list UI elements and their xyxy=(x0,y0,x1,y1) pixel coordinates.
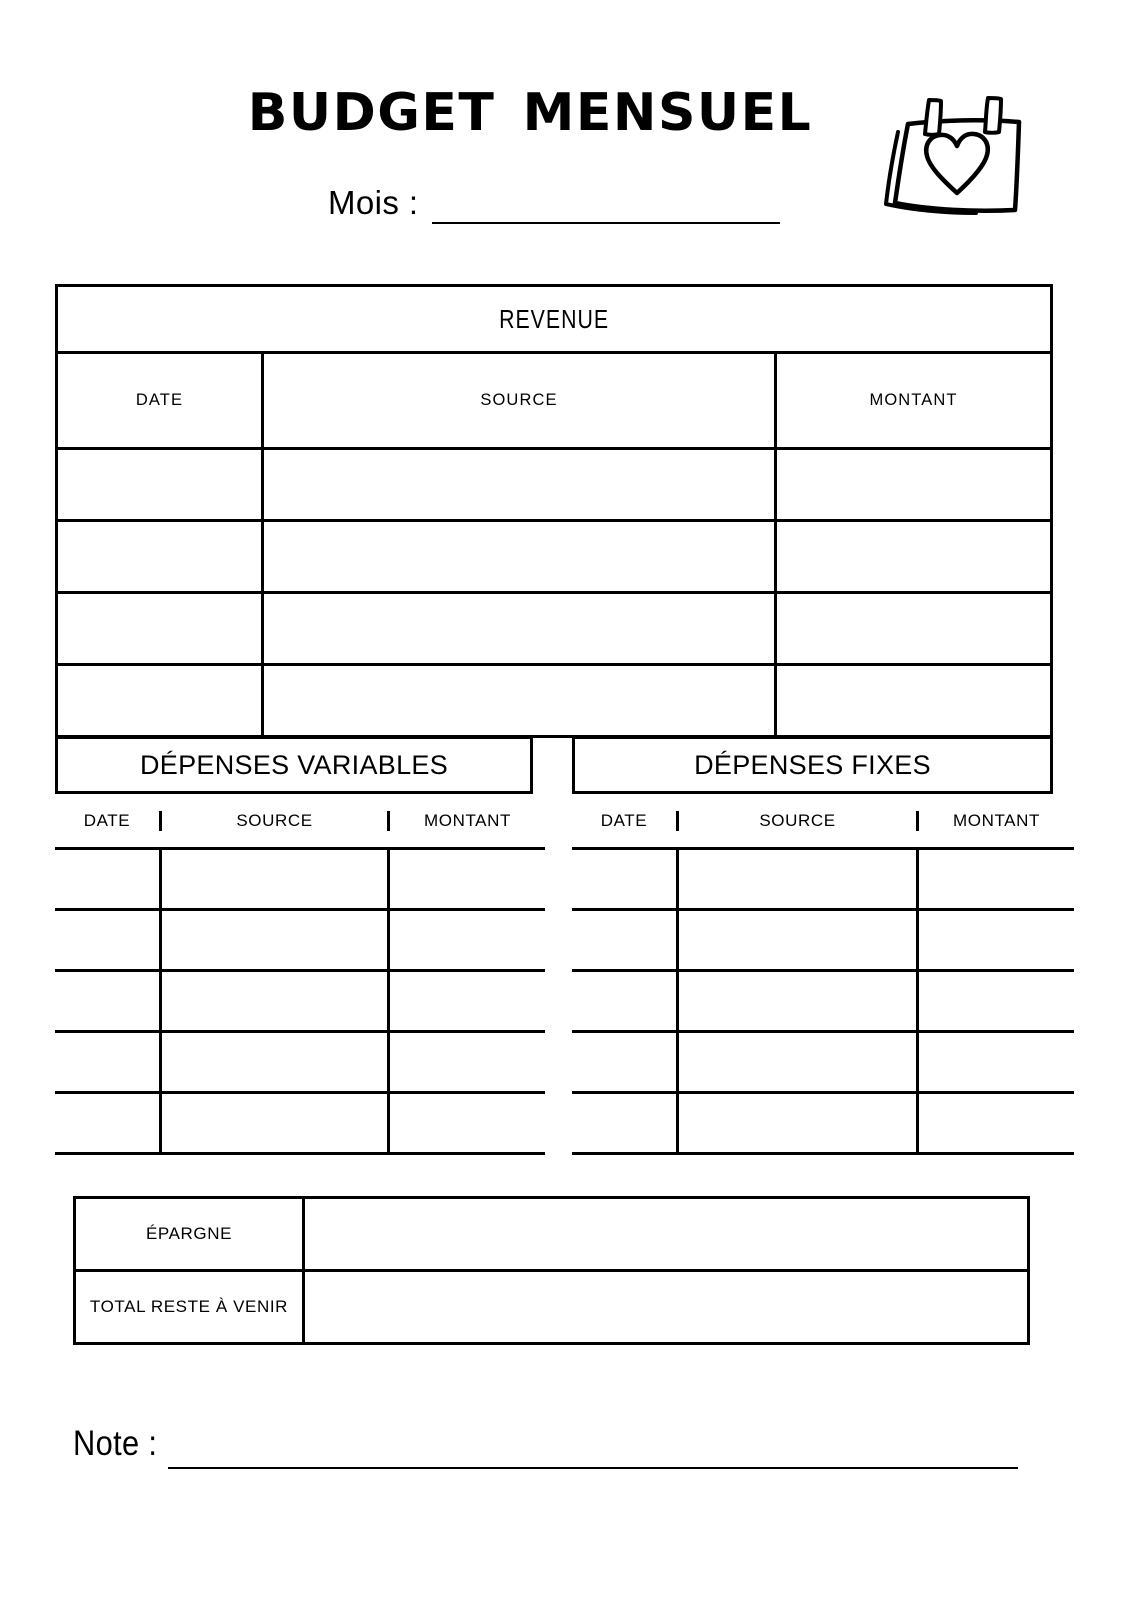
variable-cell-montant[interactable] xyxy=(390,911,545,969)
variable-cell-date[interactable] xyxy=(55,850,159,908)
table-row[interactable] xyxy=(58,594,1050,666)
fixed-col-source-label: SOURCE xyxy=(676,811,919,831)
revenue-cell-date[interactable] xyxy=(58,594,264,663)
epargne-value[interactable] xyxy=(305,1199,1027,1269)
fixed-col-date-label: DATE xyxy=(600,810,648,830)
note-label-text: Note : xyxy=(73,1424,158,1463)
fixed-cell-date[interactable] xyxy=(572,972,676,1030)
table-row[interactable] xyxy=(58,666,1050,735)
fixed-cell-source[interactable] xyxy=(676,1094,919,1152)
fixed-cell-date[interactable] xyxy=(572,1033,676,1091)
revenue-col-montant-label: MONTANT xyxy=(869,391,958,409)
revenue-cell-montant[interactable] xyxy=(777,450,1050,519)
variable-cell-montant[interactable] xyxy=(390,850,545,908)
fixed-cell-montant[interactable] xyxy=(919,1094,1074,1152)
fixed-cell-montant[interactable] xyxy=(919,911,1074,969)
fixed-cell-source[interactable] xyxy=(676,1033,919,1091)
epargne-label: ÉPARGNE xyxy=(76,1199,305,1269)
table-row[interactable] xyxy=(572,847,1074,908)
revenue-header-row xyxy=(58,354,1050,450)
fixed-expenses-header-row xyxy=(572,794,1074,847)
variable-cell-date[interactable] xyxy=(55,911,159,969)
fixed-cell-montant[interactable] xyxy=(919,1033,1074,1091)
table-row[interactable] xyxy=(58,450,1050,522)
table-row[interactable] xyxy=(572,1091,1074,1155)
revenue-cell-date[interactable] xyxy=(58,522,264,591)
revenue-cell-source[interactable] xyxy=(264,666,777,735)
total-reste-label: TOTAL RESTE À VENIR xyxy=(76,1272,305,1342)
variable-expenses-heading: DÉPENSES VARIABLES xyxy=(55,736,533,794)
variable-cell-source[interactable] xyxy=(159,850,390,908)
fixed-expenses-table xyxy=(572,736,1074,1155)
variable-expenses-header-row xyxy=(55,794,545,847)
variable-expenses-grid xyxy=(55,794,545,1155)
variable-cell-date[interactable] xyxy=(55,972,159,1030)
month-label: Mois : xyxy=(328,184,419,221)
page-title: budget mensuel xyxy=(247,62,813,148)
revenue-cell-source[interactable] xyxy=(264,450,777,519)
revenue-header-montant xyxy=(777,354,1050,447)
fixed-cell-date[interactable] xyxy=(572,1094,676,1152)
summary-row-epargne xyxy=(76,1199,1027,1272)
table-row[interactable] xyxy=(55,847,545,908)
fixed-cell-montant[interactable] xyxy=(919,972,1074,1030)
note-label xyxy=(73,1420,169,1468)
variable-cell-date[interactable] xyxy=(55,1033,159,1091)
variable-cell-source[interactable] xyxy=(159,911,390,969)
table-row[interactable] xyxy=(55,908,545,969)
revenue-heading-text: REVENUE xyxy=(499,303,609,334)
variable-expenses-table xyxy=(55,736,545,1155)
month-field-row xyxy=(0,182,1131,228)
revenue-cell-montant[interactable] xyxy=(777,594,1050,663)
fixed-cell-source[interactable] xyxy=(676,972,919,1030)
revenue-col-date-label: DATE xyxy=(135,391,184,409)
variable-cell-source[interactable] xyxy=(159,1094,390,1152)
variable-col-source-label: SOURCE xyxy=(159,811,390,831)
revenue-cell-source[interactable] xyxy=(264,594,777,663)
fixed-expenses-heading: DÉPENSES FIXES xyxy=(572,736,1053,794)
table-row[interactable] xyxy=(55,969,545,1030)
revenue-cell-date[interactable] xyxy=(58,450,264,519)
total-reste-value[interactable] xyxy=(305,1272,1027,1342)
fixed-cell-date[interactable] xyxy=(572,911,676,969)
table-row[interactable] xyxy=(572,908,1074,969)
fixed-cell-source[interactable] xyxy=(676,911,919,969)
table-row[interactable] xyxy=(572,1030,1074,1091)
revenue-table-heading xyxy=(58,287,1050,354)
revenue-cell-source[interactable] xyxy=(264,522,777,591)
table-row[interactable] xyxy=(55,1091,545,1155)
variable-col-montant-label: MONTANT xyxy=(424,810,511,830)
summary-row-total-reste xyxy=(76,1272,1027,1342)
variable-cell-montant[interactable] xyxy=(390,1033,545,1091)
revenue-table xyxy=(55,284,1053,738)
variable-cell-date[interactable] xyxy=(55,1094,159,1152)
table-row[interactable] xyxy=(58,522,1050,594)
fixed-cell-source[interactable] xyxy=(676,850,919,908)
document-header xyxy=(0,62,1131,172)
variable-col-date-label: DATE xyxy=(83,810,131,830)
revenue-cell-montant[interactable] xyxy=(777,522,1050,591)
variable-cell-montant[interactable] xyxy=(390,1094,545,1152)
fixed-col-montant-label: MONTANT xyxy=(953,810,1040,830)
note-field-row xyxy=(0,1420,1131,1480)
summary-table xyxy=(73,1196,1030,1345)
revenue-cell-montant[interactable] xyxy=(777,666,1050,735)
fixed-cell-date[interactable] xyxy=(572,850,676,908)
month-input-line[interactable] xyxy=(432,222,780,224)
revenue-header-date xyxy=(58,354,264,447)
revenue-cell-date[interactable] xyxy=(58,666,264,735)
revenue-col-source-label: SOURCE xyxy=(480,391,558,409)
variable-cell-montant[interactable] xyxy=(390,972,545,1030)
variable-cell-source[interactable] xyxy=(159,1033,390,1091)
table-row[interactable] xyxy=(55,1030,545,1091)
note-input-line[interactable] xyxy=(168,1467,1018,1469)
fixed-expenses-grid xyxy=(572,794,1074,1155)
revenue-header-source xyxy=(264,354,777,447)
fixed-cell-montant[interactable] xyxy=(919,850,1074,908)
table-row[interactable] xyxy=(572,969,1074,1030)
variable-cell-source[interactable] xyxy=(159,972,390,1030)
